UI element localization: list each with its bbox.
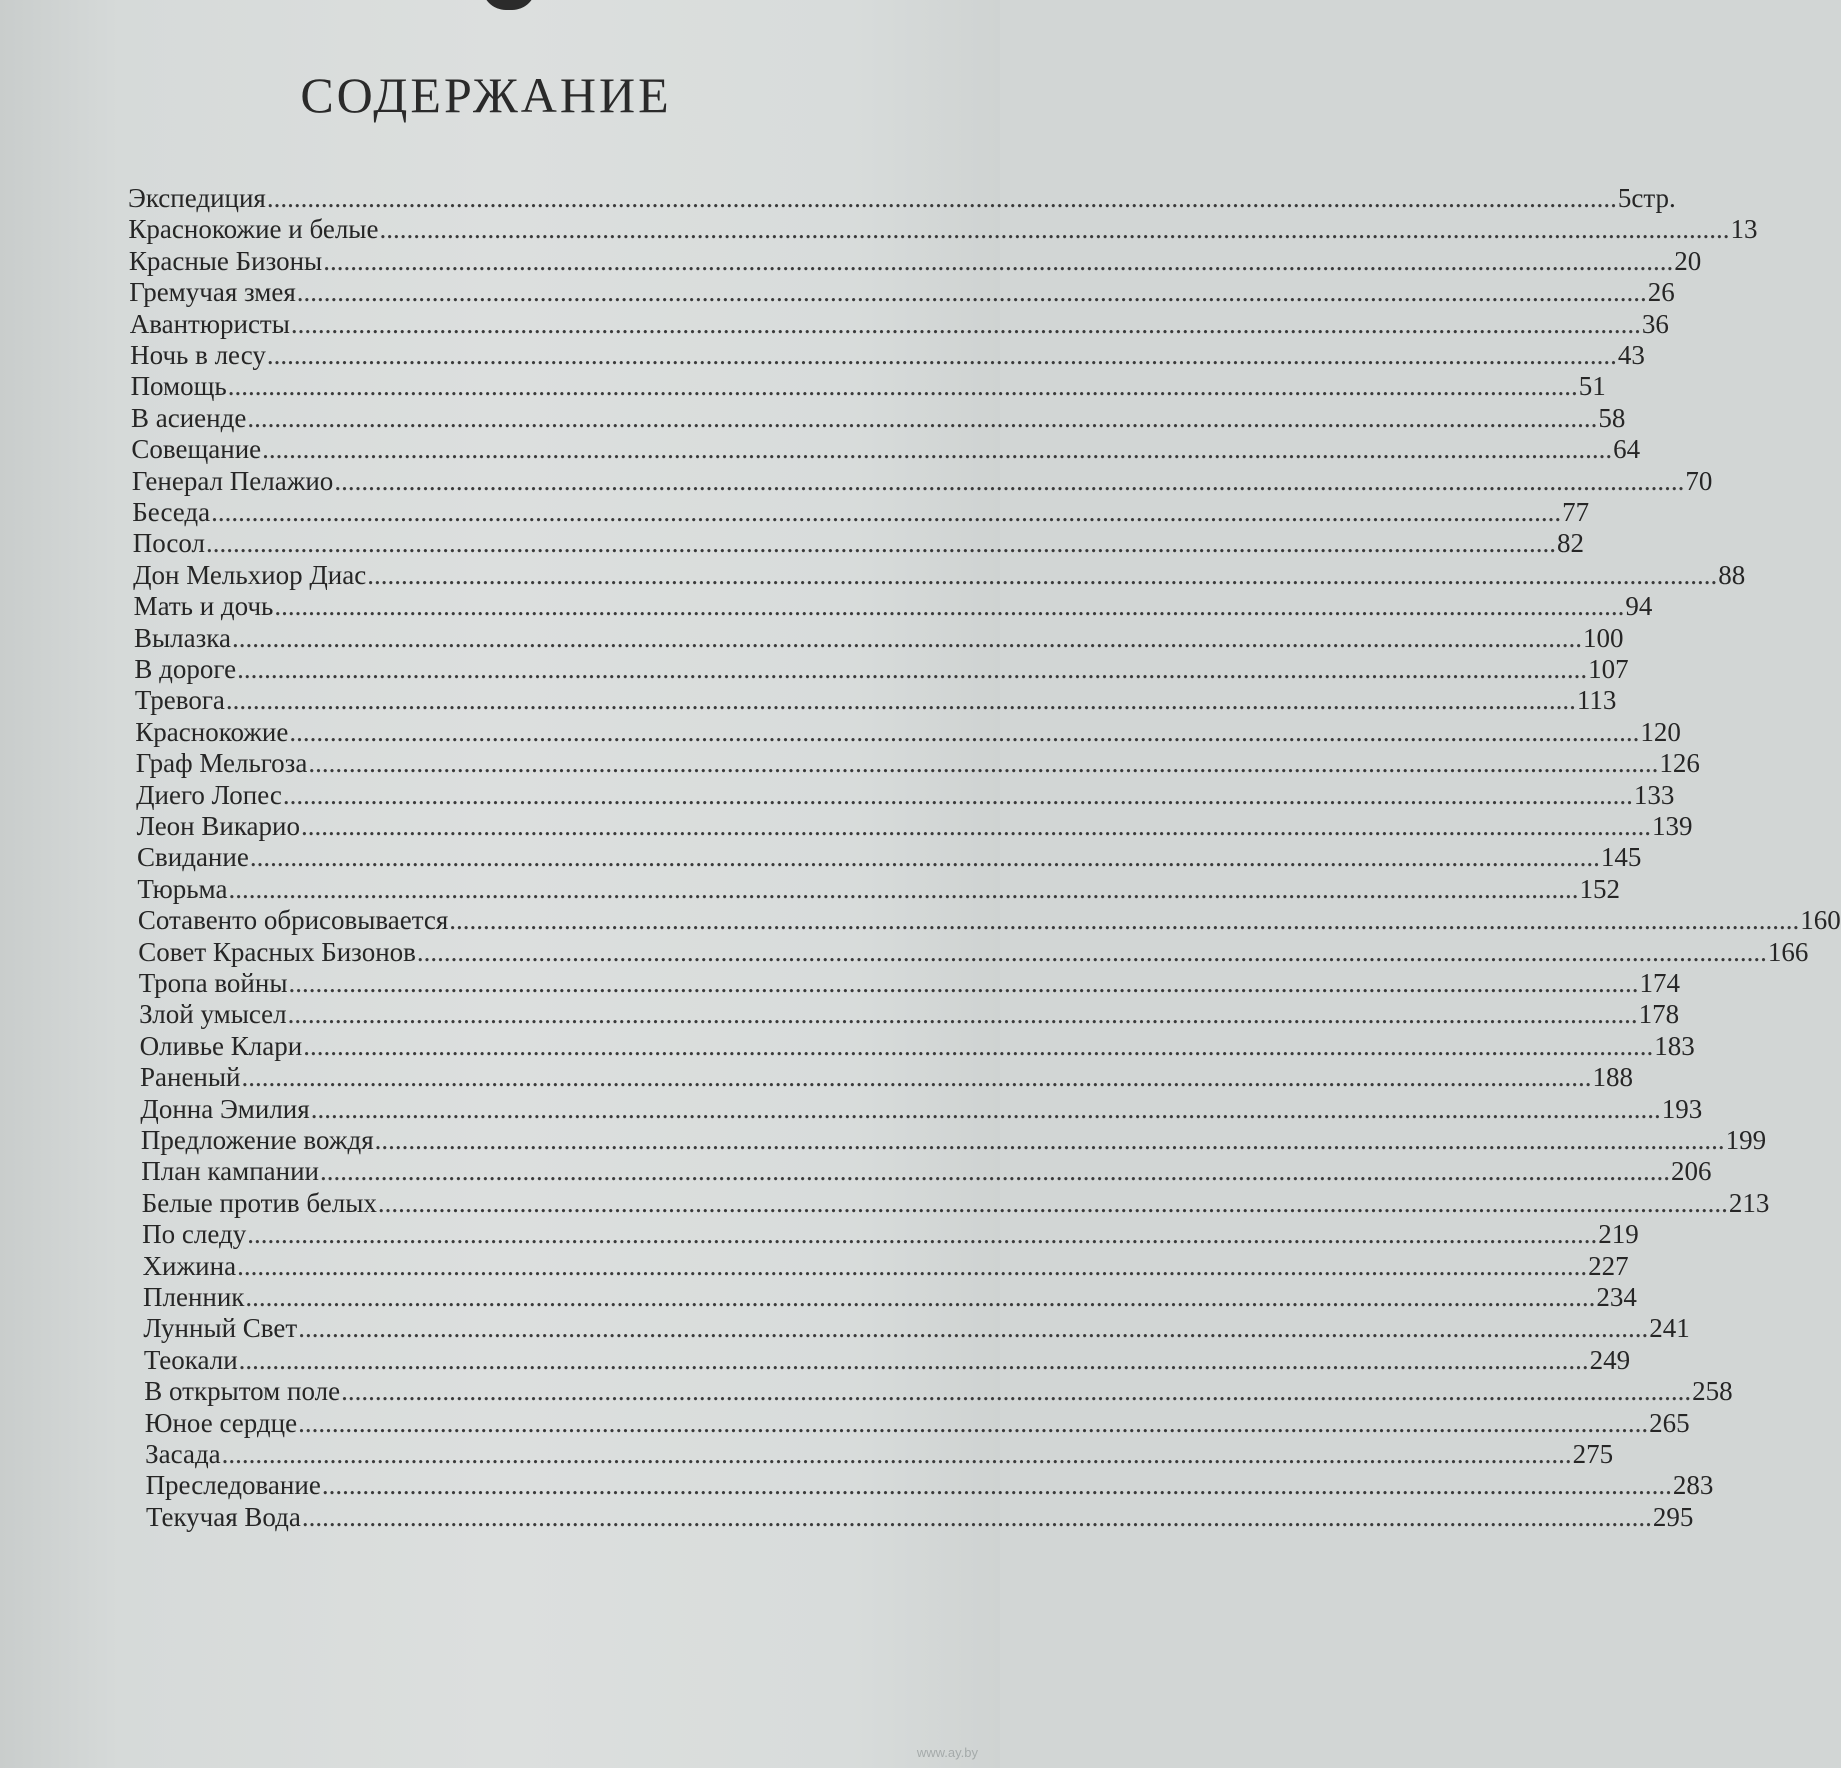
toc-entry-page: 295 xyxy=(1652,1501,1694,1532)
toc-entry xyxy=(133,590,1653,622)
toc-entry-title: Генерал Пелажио xyxy=(131,465,334,496)
toc-entry-page: 100 xyxy=(1582,622,1624,653)
dot-leader: ........................................................................................................................................................................................................ xyxy=(266,340,1617,370)
toc-entry-title: Красные Бизоны xyxy=(128,245,323,276)
dot-leader: ........................................................................................................................................................................................................ xyxy=(301,1501,1652,1532)
toc-entry-title: План кампании xyxy=(141,1156,319,1187)
toc-entry-title: Сотавенто обрисовывается xyxy=(137,905,449,936)
toc-entry-page: 26 xyxy=(1647,277,1675,308)
toc-entry-title: Хижина xyxy=(142,1250,237,1281)
toc-entry-page: 88 xyxy=(1718,559,1746,590)
toc-entry-title: Беседа xyxy=(132,497,211,527)
toc-entry xyxy=(131,402,1626,434)
toc-entry xyxy=(144,1375,1733,1407)
toc-entry-title: По следу xyxy=(142,1219,247,1250)
dot-leader: ........................................................................................................................................................................................................ xyxy=(320,1156,1670,1187)
dot-leader: ........................................................................................................................................................................................................ xyxy=(374,1125,1725,1155)
toc-entry-page: 258 xyxy=(1692,1376,1733,1407)
toc-entry xyxy=(140,1124,1767,1156)
dot-leader: ........................................................................................................................................................................................................ xyxy=(416,936,1767,967)
dot-leader: ........................................................................................................................................................................................................ xyxy=(237,654,1588,684)
dot-leader: ........................................................................................................................................................................................................ xyxy=(282,779,1633,810)
toc-entry xyxy=(142,1250,1629,1282)
dot-leader: ........................................................................................................................................................................................................ xyxy=(296,277,1647,308)
toc-entry xyxy=(140,1093,1703,1125)
toc-entry-title: Вылазка xyxy=(134,622,231,653)
dot-leader: ........................................................................................................................................................................................................ xyxy=(288,968,1639,998)
dot-leader: ........................................................................................................................................................................................................ xyxy=(341,1376,1692,1407)
toc-entry xyxy=(140,1061,1633,1093)
dot-leader: ........................................................................................................................................................................................................ xyxy=(290,308,1641,339)
toc-entry-page: 133 xyxy=(1633,779,1675,810)
toc-entry xyxy=(137,873,1620,905)
toc-entry-title: Совещание xyxy=(131,434,262,465)
toc-entry-page: 160 xyxy=(1800,905,1841,936)
toc-entry xyxy=(141,1155,1712,1187)
toc-entry xyxy=(129,308,1669,340)
toc-entry-title: В открытом поле xyxy=(144,1376,341,1407)
toc-entry-page: 94 xyxy=(1625,591,1653,622)
toc-entry-title: Донна Эмилия xyxy=(140,1093,310,1124)
toc-entry-title: Оливье Клари xyxy=(139,1030,303,1061)
toc-entry xyxy=(143,1281,1637,1313)
toc-entry xyxy=(137,841,1642,873)
toc-entry-page: 275 xyxy=(1572,1439,1614,1469)
toc-entry xyxy=(139,998,1680,1030)
toc-entry xyxy=(143,1344,1631,1376)
dot-leader: ........................................................................................................................................................................................................ xyxy=(321,1470,1672,1501)
toc-entry-page: 126 xyxy=(1659,748,1700,779)
dot-leader: ........................................................................................................................................................................................................ xyxy=(310,1093,1661,1124)
toc-entry xyxy=(134,653,1629,685)
dot-leader: ........................................................................................................................................................................................................ xyxy=(205,528,1556,559)
toc-entry-page: 43 xyxy=(1617,340,1645,370)
dot-leader: ........................................................................................................................................................................................................ xyxy=(231,622,1582,653)
toc-entry-page: 213 xyxy=(1728,1187,1770,1218)
dot-leader: ........................................................................................................................................................................................................ xyxy=(298,1407,1649,1438)
toc-entry xyxy=(130,370,1606,402)
dot-leader: ........................................................................................................................................................................................................ xyxy=(249,842,1600,873)
toc-entry-page: 5стр. xyxy=(1617,183,1676,213)
dot-leader: ........................................................................................................................................................................................................ xyxy=(238,1344,1589,1375)
toc-entry-title: Ночь в лесу xyxy=(130,340,266,370)
dot-leader: ........................................................................................................................................................................................................ xyxy=(247,402,1598,433)
toc-entry-page: 283 xyxy=(1672,1470,1714,1501)
toc-entry-title: Свидание xyxy=(137,842,249,873)
toc-entry xyxy=(139,1030,1695,1062)
toc-entry xyxy=(145,1438,1614,1470)
toc-entry xyxy=(131,465,1713,497)
toc-entry xyxy=(128,245,1702,277)
toc-entry-page: 227 xyxy=(1588,1250,1629,1281)
toc-entry-title: Совет Красных Бизонов xyxy=(138,936,416,967)
toc-entry-title: Преследование xyxy=(145,1470,321,1501)
dot-leader: ........................................................................................................................................................................................................ xyxy=(247,1219,1598,1250)
toc-entry-title: Тревога xyxy=(134,685,225,716)
toc-entry-page: 36 xyxy=(1641,308,1669,339)
dot-leader: ........................................................................................................................................................................................................ xyxy=(334,465,1685,496)
dot-leader: ........................................................................................................................................................................................................ xyxy=(298,1313,1649,1344)
toc-entry-page: 206 xyxy=(1671,1156,1712,1187)
dot-leader: ........................................................................................................................................................................................................ xyxy=(227,371,1578,402)
toc-entry-page: 139 xyxy=(1651,811,1693,841)
dot-leader: ........................................................................................................................................................................................................ xyxy=(245,1282,1596,1312)
toc-entry-title: Злой умысел xyxy=(139,999,287,1030)
dot-leader: ........................................................................................................................................................................................................ xyxy=(266,183,1617,213)
toc-entry-title: Авантюристы xyxy=(129,308,290,339)
toc-entry-page: 13 xyxy=(1730,214,1758,245)
toc-entry-title: Пленник xyxy=(143,1282,245,1312)
toc-entry-page: 183 xyxy=(1654,1030,1695,1061)
toc-entry-title: Дон Мельхиор Диас xyxy=(133,559,367,590)
toc-entry xyxy=(138,967,1680,999)
toc-entry-title: В асиенде xyxy=(131,402,247,433)
toc-entry-page: 241 xyxy=(1649,1313,1690,1344)
toc-entry-title: Граф Мельгоза xyxy=(135,748,308,779)
toc-entry xyxy=(145,1469,1714,1501)
toc-entry xyxy=(132,496,1590,528)
toc-entry-title: Посол xyxy=(132,528,205,559)
toc-entry-title: Юное сердце xyxy=(144,1407,298,1438)
dot-leader: ........................................................................................................................................................................................................ xyxy=(211,497,1562,527)
toc-entry-title: Краснокожие и белые xyxy=(128,214,379,245)
toc-entry-title: Лунный Свет xyxy=(143,1313,298,1344)
toc-entry-title: Белые против белых xyxy=(141,1187,377,1218)
toc-entry xyxy=(136,779,1675,811)
toc-entry xyxy=(134,684,1617,716)
dot-leader: ........................................................................................................................................................................................................ xyxy=(449,905,1800,936)
toc-entry-title: Гремучая змея xyxy=(129,277,296,308)
toc-entry-page: 174 xyxy=(1639,968,1680,998)
toc-entry xyxy=(138,936,1809,968)
dot-leader: ........................................................................................................................................................................................................ xyxy=(274,591,1625,622)
toc-entry xyxy=(135,747,1700,779)
toc-entry-page: 20 xyxy=(1674,245,1702,276)
toc-entry-title: Раненый xyxy=(140,1062,241,1093)
toc-entry-title: Тропа войны xyxy=(138,968,288,998)
toc-entry xyxy=(128,182,1676,214)
page-title: СОДЕРЖАНИЕ xyxy=(300,67,672,123)
toc-entry-page: 193 xyxy=(1661,1093,1703,1124)
dot-leader: ........................................................................................................................................................................................................ xyxy=(225,685,1576,716)
dot-leader: ........................................................................................................................................................................................................ xyxy=(262,434,1613,465)
toc-entry-page: 166 xyxy=(1767,936,1809,967)
toc-entry-page: 178 xyxy=(1638,999,1680,1030)
toc-entry xyxy=(142,1218,1639,1250)
toc-entry-page: 64 xyxy=(1613,434,1641,465)
dot-leader: ........................................................................................................................................................................................................ xyxy=(367,559,1718,590)
toc-entry-page: 51 xyxy=(1578,371,1606,402)
toc-entry-page: 113 xyxy=(1576,685,1617,716)
dot-leader: ........................................................................................................................................................................................................ xyxy=(237,1250,1588,1281)
toc-entry-page: 70 xyxy=(1685,465,1713,496)
dot-leader: ........................................................................................................................................................................................................ xyxy=(221,1439,1572,1469)
toc-entry-title: Леон Викарио xyxy=(136,811,300,841)
toc-entry-page: 265 xyxy=(1649,1407,1690,1438)
toc-entry-page: 58 xyxy=(1598,402,1626,433)
toc-entry-title: Теокали xyxy=(143,1344,238,1375)
toc-entry xyxy=(133,559,1746,591)
dot-leader: ........................................................................................................................................................................................................ xyxy=(308,748,1659,779)
toc-entry xyxy=(129,276,1675,308)
toc-entry xyxy=(128,213,1758,245)
toc-entry-page: 249 xyxy=(1589,1344,1631,1375)
dot-leader: ........................................................................................................................................................................................................ xyxy=(228,873,1579,904)
dot-leader: ........................................................................................................................................................................................................ xyxy=(379,214,1730,245)
toc-entry xyxy=(136,810,1693,842)
watermark: www.ay.by xyxy=(916,1745,978,1760)
toc-entry xyxy=(146,1501,1694,1533)
dot-leader: ........................................................................................................................................................................................................ xyxy=(287,999,1638,1030)
toc-entry-title: Диего Лопес xyxy=(136,779,282,810)
toc-entry-page: 120 xyxy=(1640,716,1681,747)
toc-entry-page: 234 xyxy=(1596,1282,1637,1312)
toc-entry-page: 152 xyxy=(1579,873,1620,904)
toc-entry-title: Предложение вождя xyxy=(140,1125,374,1155)
toc-entry-page: 82 xyxy=(1556,528,1584,559)
toc-entry-page: 145 xyxy=(1600,842,1642,873)
toc-entry xyxy=(135,716,1681,748)
toc-entry-title: В дороге xyxy=(134,654,237,684)
toc-entry-page: 77 xyxy=(1562,497,1590,527)
toc-entry-title: Тюрьма xyxy=(137,873,228,904)
dot-leader: ........................................................................................................................................................................................................ xyxy=(377,1187,1728,1218)
toc-entry-title: Текучая Вода xyxy=(146,1501,301,1532)
toc-entry-title: Засада xyxy=(145,1439,221,1469)
toc-entry-page: 199 xyxy=(1725,1125,1767,1155)
toc-entry xyxy=(131,433,1641,465)
toc-entry-title: Краснокожие xyxy=(135,716,289,747)
dot-leader: ........................................................................................................................................................................................................ xyxy=(323,245,1674,276)
toc-entry-title: Помощь xyxy=(130,371,227,402)
dot-leader: ........................................................................................................................................................................................................ xyxy=(303,1030,1654,1061)
toc-entry xyxy=(132,527,1584,559)
toc-entry xyxy=(137,904,1841,936)
dot-leader: ........................................................................................................................................................................................................ xyxy=(241,1062,1592,1093)
toc-entry-page: 107 xyxy=(1588,654,1629,684)
toc-entry xyxy=(141,1187,1770,1219)
toc-entry-page: 219 xyxy=(1598,1219,1639,1250)
toc-entry xyxy=(134,622,1624,654)
toc-entry xyxy=(130,339,1645,371)
dot-leader: ........................................................................................................................................................................................................ xyxy=(289,716,1640,747)
toc-entry-title: Мать и дочь xyxy=(133,591,274,622)
toc-entry xyxy=(143,1312,1690,1344)
toc-entry-title: Экспедиция xyxy=(128,183,266,213)
dot-leader: ........................................................................................................................................................................................................ xyxy=(300,811,1651,841)
toc-entry xyxy=(144,1407,1690,1439)
toc-entry-page: 188 xyxy=(1592,1062,1633,1093)
